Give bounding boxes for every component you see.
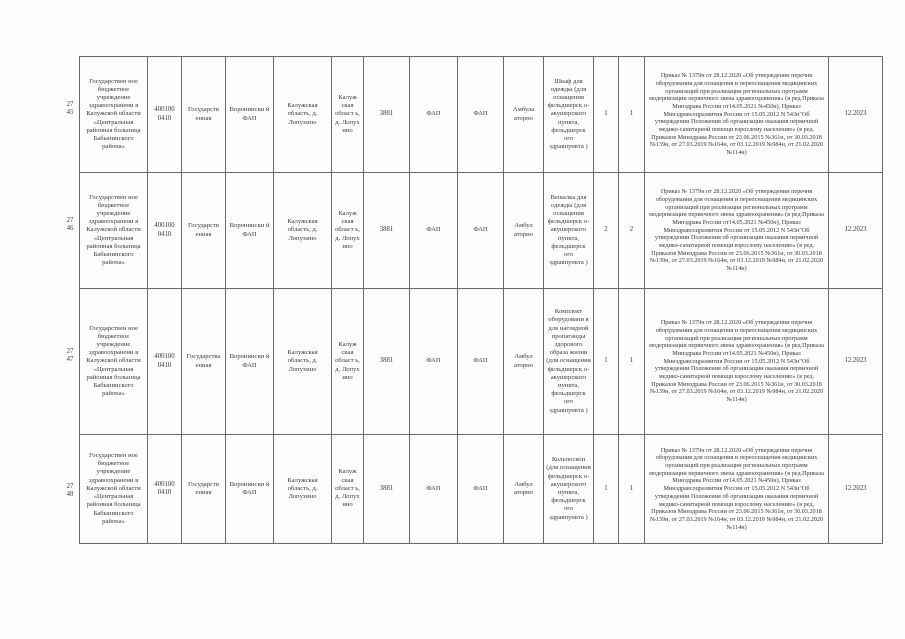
unit-cell: Воронински й ФАП xyxy=(226,57,274,173)
regulation-cell: Приказ № 1379н от 28.12.2020 «Об утверждении перечня оборудования для оснащения и переоснащения медицинских организаций при реализации региональных программ модернизации первичного звена здравоохранения» (в ред.Приказа Минздрава России от14.05.2021 №450н), Приказ Минздравсоцразвития России от 15.05.2012 N 543н"Об утверждении Положения об организации оказания первичной медико-санитарной помощи взрослому населению» (в ред. Приказов Минздрава России от 23.06.2015 №361н, от 30.03.2018 №139н, от 27.03.2019 №164н, от 03.12.2019 №984н, от 21.02.2020 №114н) xyxy=(645,57,829,173)
type-cell: ФАП xyxy=(410,435,458,544)
equipment-cell: Кольпоскоп (для оснащения фельдшерск о- акушерского пункта, фельдшерск ого здравпункта ) xyxy=(544,435,594,544)
date-cell: 12.2023 xyxy=(829,57,883,173)
region-cell: Калуж ская област ь, д. Лопух ино xyxy=(332,173,364,289)
ownership-cell: Государств енная xyxy=(182,57,226,173)
regulation-cell: Приказ № 1379н от 28.12.2020 «Об утверждении перечня оборудования для оснащения и переоснащения медицинских организаций при реализации региональных программ модернизации первичного звена здравоохранения» (в ред.Приказа Минздрава России от14.05.2021 №450н), Приказ Минздравсоцразвития России от 15.05.2012 N 543н"Об утверждении Положения об организации оказания первичной медико-санитарной помощи взрослому населению» (в ред. Приказов Минздрава России от 23.06.2015 №361н, от 30.03.2018 №139н, от 27.03.2019 №164н, от 03.12.2019 №984н, от 21.02.2020 №114н) xyxy=(645,173,829,289)
row-index: 27 45 xyxy=(66,101,74,116)
org-cell: Государствен ное бюджетное учреждение здравоохранени я Калужской области «Центральная районная больница Бабынинского района» xyxy=(80,435,148,544)
type-cell: ФАП xyxy=(410,57,458,173)
region-cell: Калуж ская област ь, д. Лопух ино xyxy=(332,57,364,173)
row-index: 27 48 xyxy=(66,483,74,498)
care-cell: Амбул аторно xyxy=(504,435,544,544)
date-cell: 12.2023 xyxy=(829,435,883,544)
table-row xyxy=(80,289,883,435)
care-cell: Амбул аторно xyxy=(504,289,544,435)
region-cell: Калуж ская област ь, д. Лопух ино xyxy=(332,289,364,435)
code-cell: 400100 0410 xyxy=(148,57,182,173)
address-cell: Калужская область, д. Лопухино xyxy=(274,435,332,544)
code-cell: 400100 0410 xyxy=(148,435,182,544)
equipment-cell: Шкаф для одежды (для оснащения фельдшерск о- акушерского пункта, фельдшерск ого здравпункта ) xyxy=(544,57,594,173)
unit-cell: Воронински й ФАП xyxy=(226,173,274,289)
equipment-cell: Комплект оборудовани я для наглядной пропаганды здорового образа жизни (для оснащения фельдшерск о- акушерского пункта, фельдшерск ого здравпункта ) xyxy=(544,289,594,435)
type-cell: ФАП xyxy=(458,435,504,544)
quantity-cell: 1 xyxy=(619,289,645,435)
code-cell: 400100 0410 xyxy=(148,173,182,289)
care-cell: Амбула аторно xyxy=(504,57,544,173)
unit-cell: Воронински й ФАП xyxy=(226,435,274,544)
care-cell: Амбул аторно xyxy=(504,173,544,289)
date-cell: 12.2023 xyxy=(829,289,883,435)
org-cell: Государствен ное бюджетное учреждение здравоохранени я Калужской области «Центральная районная больница Бабынинского района» xyxy=(80,289,148,435)
type-cell: ФАП xyxy=(458,57,504,173)
table-row xyxy=(80,435,883,544)
number-cell: 3881 xyxy=(364,435,410,544)
regulation-cell: Приказ № 1379н от 28.12.2020 «Об утверждении перечня оборудования для оснащения и переоснащения медицинских организаций при реализации региональных программ модернизации первичного звена здравоохранения» (в ред.Приказа Минздрава России от14.05.2021 №450н), Приказ Минздравсоцразвития России от 15.05.2012 N 543н"Об утверждении Положения об организации оказания первичной медико-санитарной помощи взрослому населению» (в ред. Приказов Минздрава России от 23.06.2015 №361н, от 30.03.2018 №139н, от 27.03.2019 №164н, от 03.12.2019 №984н, от 21.02.2020 №114н) xyxy=(645,289,829,435)
quantity-cell: 2 xyxy=(594,173,619,289)
type-cell: ФАП xyxy=(410,289,458,435)
quantity-cell: 1 xyxy=(594,57,619,173)
regulation-cell: Приказ № 1379н от 28.12.2020 «Об утверждении перечня оборудования для оснащения и переоснащения медицинских организаций при реализации региональных программ модернизации первичного звена здравоохранения» (в ред.Приказа Минздрава России от14.05.2021 №450н), Приказ Минздравсоцразвития России от 15.05.2012 N 543н"Об утверждении Положения об организации оказания первичной медико-санитарной помощи взрослому населению» (в ред. Приказов Минздрава России от 23.06.2015 №361н, от 30.03.2018 №139н, от 27.03.2019 №164н, от 03.12.2019 №984н, от 21.02.2020 №114н) xyxy=(645,435,829,544)
unit-cell: Воронински й ФАП xyxy=(226,289,274,435)
quantity-cell: 1 xyxy=(594,289,619,435)
quantity-cell: 1 xyxy=(619,435,645,544)
number-cell: 3881 xyxy=(364,173,410,289)
ownership-cell: Государств енная xyxy=(182,173,226,289)
org-cell: Государствен ное бюджетное учреждение здравоохранени я Калужской области «Центральная районная больница Бабынинского района» xyxy=(80,57,148,173)
equipment-cell: Вешалка для одежды (для оснащения фельдшерск о- акушерского пункта, фельдшерск ого здравпункта ) xyxy=(544,173,594,289)
address-cell: Калужская область, д. Лопухино xyxy=(274,173,332,289)
type-cell: ФАП xyxy=(458,173,504,289)
date-cell: 12.2023 xyxy=(829,173,883,289)
table-row xyxy=(80,173,883,289)
type-cell: ФАП xyxy=(458,289,504,435)
code-cell: 400100 0410 xyxy=(148,289,182,435)
address-cell: Калужская область, д. Лопухино xyxy=(274,289,332,435)
number-cell: 3881 xyxy=(364,289,410,435)
org-cell: Государствен ное бюджетное учреждение здравоохранени я Калужской области «Центральная районная больница Бабынинского района» xyxy=(80,173,148,289)
type-cell: ФАП xyxy=(410,173,458,289)
row-index: 27 46 xyxy=(66,217,74,232)
table-row xyxy=(80,57,883,173)
quantity-cell: 2 xyxy=(619,173,645,289)
row-index: 27 47 xyxy=(66,348,74,363)
number-cell: 3881 xyxy=(364,57,410,173)
region-cell: Калуж ская област ь, д. Лопух ино xyxy=(332,435,364,544)
quantity-cell: 1 xyxy=(594,435,619,544)
quantity-cell: 1 xyxy=(619,57,645,173)
address-cell: Калужская область, д. Лопухино xyxy=(274,57,332,173)
ownership-cell: Государства енная xyxy=(182,289,226,435)
ownership-cell: Государств енная xyxy=(182,435,226,544)
equipment-table xyxy=(79,56,883,544)
